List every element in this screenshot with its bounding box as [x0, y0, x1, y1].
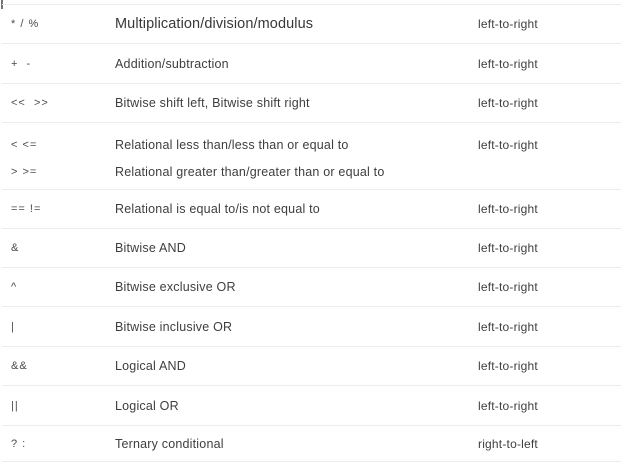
description-cell: Logical AND: [115, 359, 186, 373]
associativity-cell: left-to-right: [478, 319, 538, 334]
operator-cell: &&: [11, 360, 28, 372]
operator-line: > >=: [11, 166, 38, 178]
associativity-cell: left-to-right: [478, 56, 538, 71]
table-row: [2, 5, 621, 44]
description-cell: Bitwise inclusive OR: [115, 319, 233, 334]
operator-precedence-table: [2, 4, 621, 462]
description-cell: Logical OR: [115, 398, 179, 413]
operator-cell: * / %: [11, 18, 40, 30]
associativity-cell: right-to-left: [478, 436, 538, 451]
operator-cell: + -: [11, 57, 32, 70]
associativity-cell: left-to-right: [478, 359, 538, 373]
operator-cell: |: [11, 320, 15, 333]
associativity-cell: left-to-right: [478, 202, 538, 216]
associativity-cell: left-to-right: [478, 280, 538, 294]
operator-cell: << >>: [11, 97, 49, 109]
associativity-cell: left-to-right: [478, 17, 538, 31]
table-row: [2, 229, 621, 268]
table-row-relational: [2, 123, 621, 190]
associativity-line: left-to-right: [478, 138, 538, 152]
table-row: [2, 190, 621, 229]
operator-cell: == !=: [11, 203, 42, 215]
operator-cell: [2, 132, 115, 186]
associativity-cell: left-to-right: [478, 96, 538, 110]
table-row: [2, 307, 621, 347]
description-cell: Bitwise AND: [115, 241, 186, 255]
table-row: [2, 268, 621, 307]
description-cell: Bitwise shift left, Bitwise shift right: [115, 96, 310, 110]
table-row: [2, 84, 621, 123]
operator-cell: &: [11, 242, 20, 254]
operator-cell: ? :: [11, 437, 27, 450]
table-row: [2, 386, 621, 426]
description-line: Relational greater than/greater than or equal to: [115, 165, 385, 179]
associativity-cell: [478, 132, 621, 159]
description-cell: [115, 132, 478, 186]
description-cell: Ternary conditional: [115, 436, 224, 451]
description-cell: Relational is equal to/is not equal to: [115, 202, 320, 216]
description-cell: Multiplication/division/modulus: [115, 16, 314, 32]
operator-cell: ||: [11, 399, 19, 412]
associativity-cell: left-to-right: [478, 398, 538, 413]
description-line: Relational less than/less than or equal to: [115, 138, 349, 152]
table-row: [2, 347, 621, 386]
table-row: [2, 426, 621, 462]
associativity-cell: left-to-right: [478, 241, 538, 255]
description-cell: Addition/subtraction: [115, 56, 229, 71]
description-cell: Bitwise exclusive OR: [115, 280, 236, 294]
operator-line: < <=: [11, 139, 38, 151]
table-row: [2, 44, 621, 84]
operator-cell: ^: [11, 281, 18, 293]
